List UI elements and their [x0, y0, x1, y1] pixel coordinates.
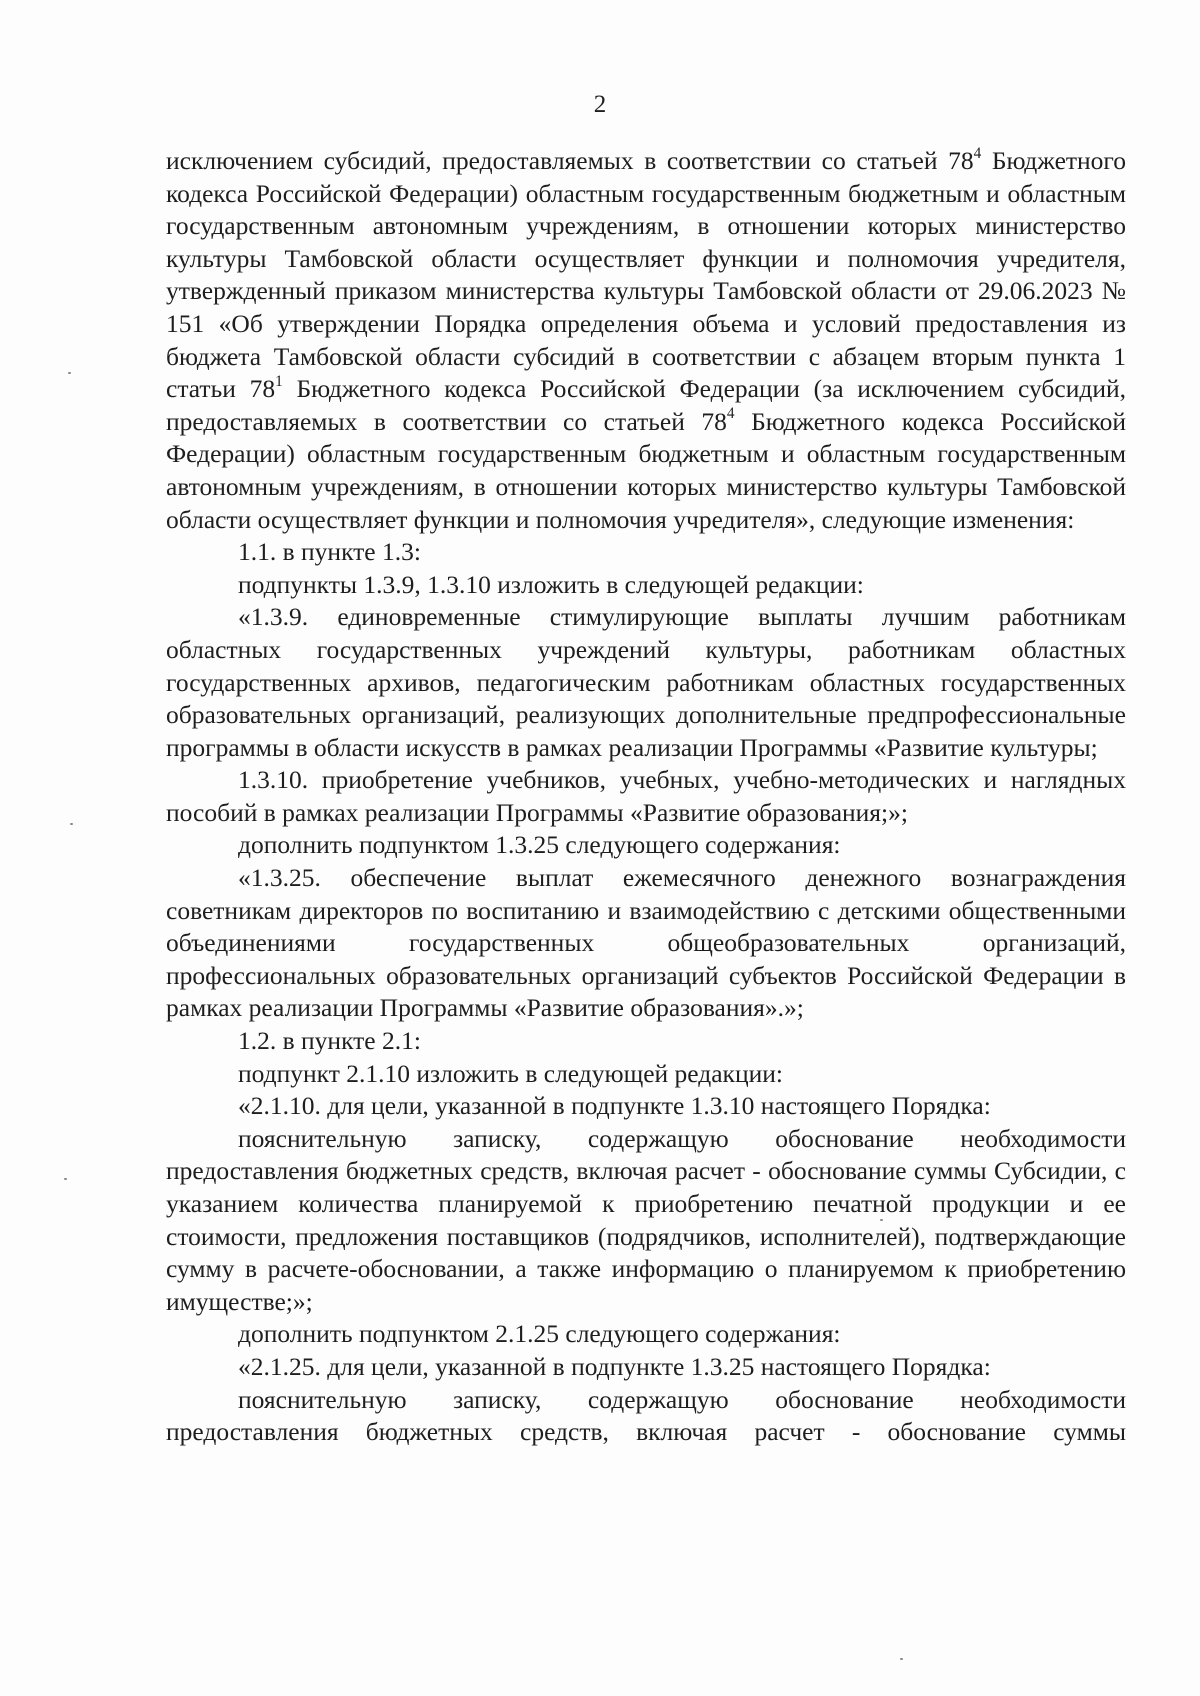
- text-run: дополнить подпунктом 2.1.25 следующего содержания:: [238, 1319, 841, 1349]
- scan-speck: [64, 1178, 67, 1180]
- text-run: подпункт 2.1.10 изложить в следующей редакции:: [238, 1058, 783, 1088]
- paragraph: [166, 1025, 1126, 1058]
- document-body: [166, 145, 1126, 1449]
- paragraph: [166, 829, 1126, 862]
- text-run: подпункты 1.3.9, 1.3.10 изложить в следующей редакции:: [238, 569, 864, 599]
- scan-speck: [70, 823, 73, 825]
- paragraph: [166, 601, 1126, 764]
- paragraph: [166, 1090, 1126, 1123]
- text-run: 1.2. в пункте 2.1:: [238, 1026, 421, 1056]
- paragraph: [166, 764, 1126, 829]
- page-number: 2: [593, 91, 607, 118]
- superscript: 1: [275, 372, 283, 390]
- paragraph: [166, 1318, 1126, 1351]
- paragraph: [166, 536, 1126, 569]
- text-run: 1.3.10. приобретение учебников, учебных, учебно-методических и наглядных пособий в рамках реализации Программы «Развитие образования;»;: [166, 765, 1126, 827]
- text-run: исключением субсидий, предоставляемых в соответствии со статьей 78: [166, 146, 974, 175]
- text-run: «2.1.25. для цели, указанной в подпункте 1.3.25 настоящего Порядка:: [238, 1351, 991, 1381]
- text-run: «2.1.10. для цели, указанной в подпункте 1.3.10 настоящего Порядка:: [238, 1091, 991, 1121]
- paragraph: [166, 1351, 1126, 1384]
- scan-speck: [68, 372, 71, 374]
- text-run: пояснительную записку, содержащую обоснование необходимости предоставления бюджетных средств, включая расчет - обоснование суммы: [166, 1384, 1126, 1447]
- text-run: 1.1. в пункте 1.3:: [238, 537, 421, 567]
- paragraph: [166, 1384, 1126, 1449]
- text-run: пояснительную записку, содержащую обоснование необходимости предоставления бюджетных средств, включая расчет - обоснование суммы Субсидии, с указанием количества планируемой к приобретению печатной продукции и ее стоимости, предложения поставщиков (подрядчиков, исполнителей), подтверждающие сумму в расчете-обосновании, а также информацию о планируемом к приобретению имуществе;»;: [166, 1123, 1126, 1316]
- paragraph: [166, 1058, 1126, 1091]
- superscript: 4: [973, 144, 982, 162]
- paragraph: [166, 569, 1126, 602]
- text-run: Бюджетного кодекса Российской Федерации (за исключением субсидий, предоставляемых в соответствии со статьей 78: [166, 374, 1126, 436]
- superscript: 4: [726, 405, 735, 423]
- scan-speck: [900, 1658, 903, 1660]
- scan-speck: [880, 1219, 883, 1221]
- paragraph: [166, 862, 1126, 1025]
- text-run: «1.3.25. обеспечение выплат ежемесячного денежного вознаграждения советникам директоров по воспитанию и взаимодействию с детскими общественными объединениями государственных общеобразовательных организаций, профессиональных образовательных организаций субъектов Российской Федерации в рамках реализации Программы «Развитие образования».»;: [166, 863, 1126, 1023]
- text-run: дополнить подпунктом 1.3.25 следующего содержания:: [238, 830, 841, 860]
- paragraph: [166, 1123, 1126, 1319]
- text-run: Бюджетного кодекса Российской Федерации) областным государственным бюджетным и областным государственным автономным учреждениям, в отношении которых министерство культуры Тамбовской области осуществляет функции и полномочия учредителя, утвержденный приказом министерства культуры Тамбовской области от 29.06.2023 № 151 «Об утверждении Порядка определения объема и условий предоставления из бюджета Тамбовской области субсидий в соответствии с абзацем вторым пункта 1 статьи 78: [166, 146, 1126, 404]
- text-run: Бюджетного кодекса Российской Федерации) областным государственным бюджетным и областным государственным автономным учреждениям, в отношении которых министерство культуры Тамбовской области осуществляет функции и полномочия учредителя», следующие изменения:: [166, 406, 1127, 534]
- paragraph: [166, 145, 1126, 536]
- text-run: «1.3.9. единовременные стимулирующие выплаты лучшим работникам областных государственных учреждений культуры, работникам областных государственных архивов, педагогическим работникам областных государственных образовательных организаций, реализующих дополнительные предпрофессиональные программы в области искусств в рамках реализации Программы «Развитие культуры;: [166, 602, 1126, 762]
